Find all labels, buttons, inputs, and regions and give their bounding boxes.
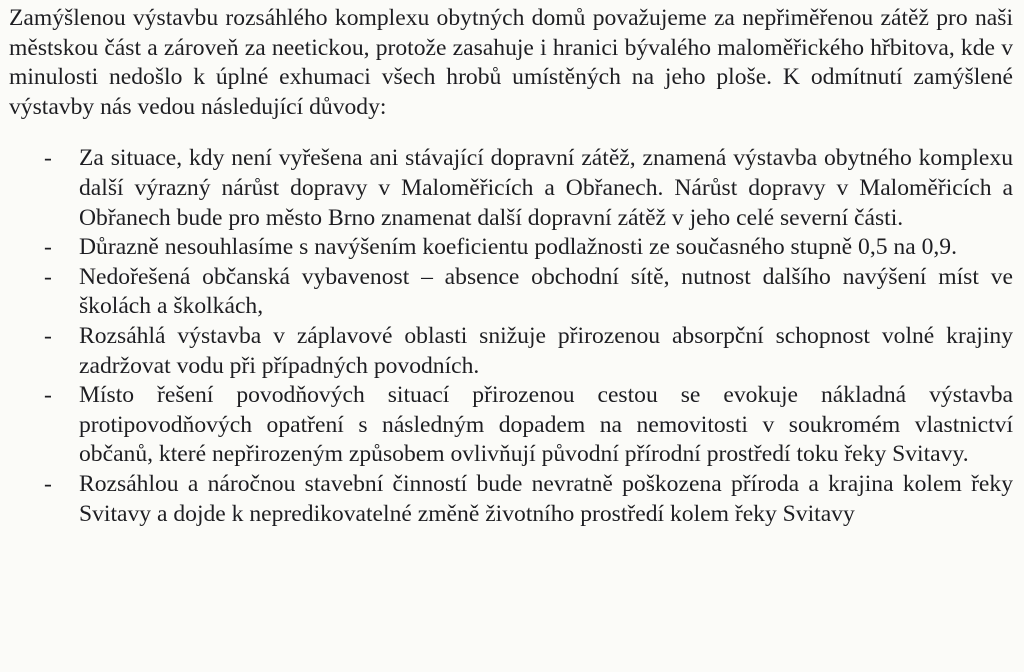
bullet-dash: -	[44, 234, 52, 261]
intro-paragraph: Zamýšlenou výstavbu rozsáhlého komplexu obytných domů považujeme za nepřiměřenou zátěž pro naši městskou část a zároveň za neetickou, protože zasahuje i hranici bývalého maloměřického hřbitova, kde v minulosti nedošlo k úplné exhumaci všech hrobů umístěných na jeho ploše. K odmítnutí zamýšlené výstavby nás vedou následující důvody:	[9, 5, 1013, 120]
bullet-dash: -	[44, 470, 52, 497]
list-item-text: Nedořešená občanská vybavenost – absence obchodní sítě, nutnost dalšího navýšení míst ve školách a školkách,	[79, 263, 1013, 320]
list-item-text: Důrazně nesouhlasíme s navýšením koeficientu podlažnosti ze současného stupně 0,5 na 0,9.	[79, 234, 957, 261]
reasons-list	[9, 144, 1013, 529]
bullet-dash: -	[44, 322, 52, 349]
list-item-text: Rozsáhlou a náročnou stavební činností bude nevratně poškozena příroda a krajina kolem řeky Svitavy a dojde k nepredikovatelné změně životního prostředí kolem řeky Svitavy	[79, 470, 1013, 527]
list-item	[9, 263, 1013, 322]
list-item	[9, 233, 1013, 263]
list-item-text: Místo řešení povodňových situací přirozenou cestou se evokuje nákladná výstavba protipovodňových opatření s následným dopadem na nemovitosti v soukromém vlastnictví občanů, které nepřirozeným způsobem ovlivňují původní přírodní prostředí toku řeky Svitavy.	[79, 382, 1013, 468]
list-item	[9, 144, 1013, 233]
list-item	[9, 381, 1013, 470]
bullet-dash: -	[44, 263, 52, 290]
list-item-text: Za situace, kdy není vyřešena ani stávající dopravní zátěž, znamená výstavba obytného komplexu další výrazný nárůst dopravy v Maloměřicích a Obřanech. Nárůst dopravy v Maloměřicích a Obřanech bude pro město Brno znamenat další dopravní zátěž v jeho celé severní části.	[79, 145, 1013, 231]
list-item-text: Rozsáhlá výstavba v záplavové oblasti snižuje přirozenou absorpční schopnost volné krajiny zadržovat vodu při případných povodních.	[79, 322, 1013, 379]
bullet-dash: -	[44, 145, 52, 172]
list-item	[9, 470, 1013, 529]
bullet-dash: -	[44, 382, 52, 409]
list-item	[9, 322, 1013, 381]
document-page	[9, 4, 1013, 529]
